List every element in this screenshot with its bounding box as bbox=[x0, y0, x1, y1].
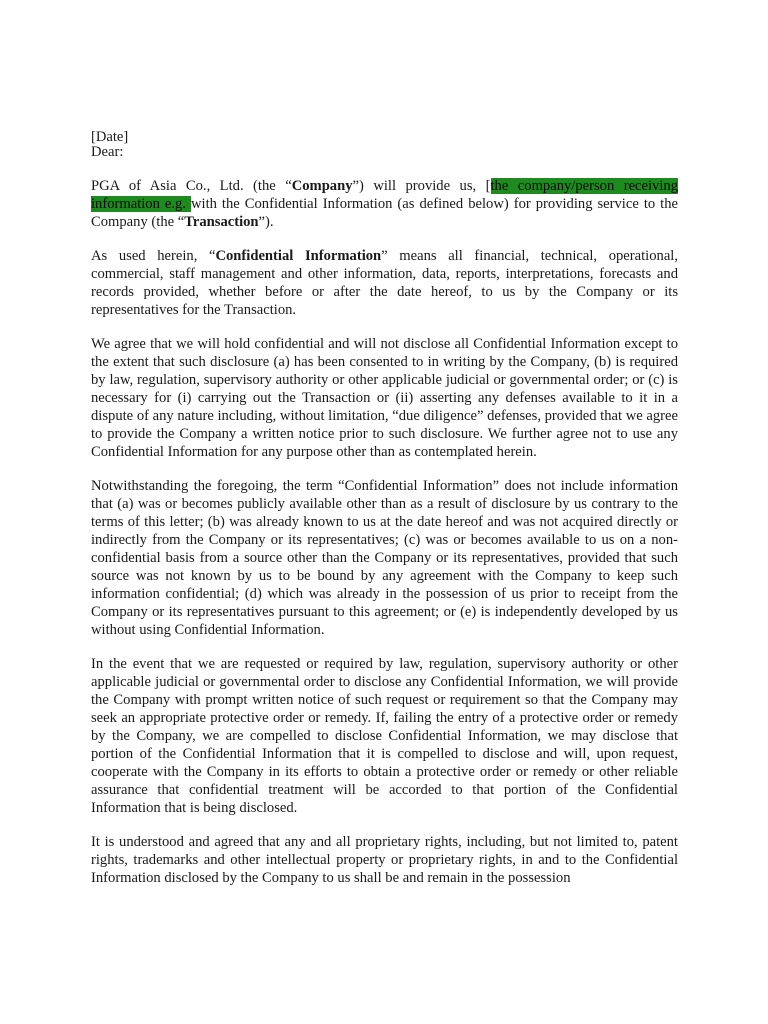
p1-text-2: ”) will provide us, [ bbox=[352, 178, 491, 194]
paragraph-parties bbox=[91, 177, 678, 231]
p1-text-1: PGA of Asia Co., Ltd. (the “ bbox=[91, 178, 292, 194]
p1-text-3: with the Confidential Information (as defined below) for providing service to the Company (the “ bbox=[91, 196, 678, 230]
p2-text-1: As used herein, “ bbox=[91, 248, 216, 264]
paragraph-nondisclosure: We agree that we will hold confidential and will not disclose all Confidential Information except to the extent that such disclosure (a) has been consented to in writing by the Company, (b) is required by law, regulation, supervisory authority or other applicable judicial or governmental order; or (c) is necessary for (i) carrying out the Transaction or (ii) asserting any defenses available to it in a dispute of any nature including, without limitation, “due diligence” defenses, provided that we agree to provide the Company a written notice prior to such disclosure. We further agree not to use any Confidential Information for any purpose other than as contemplated herein. bbox=[91, 336, 678, 460]
paragraph-definition bbox=[91, 247, 678, 319]
letter-page: [Date] Dear: PGA of Asia Co., Ltd. (the “Company”) will provide us, [the company/person receiving information e.g. with the Confidential Information (as defined below) for providing service to the Company (the “Transaction”). As used herein, “Confidential Information” means all financial, technical, operational, commercial, staff management and other information, data, reports, interpretations, forecasts and records provided, whether before or after the date hereof, to us by the Company or its representatives for the Transaction. We agree that we will hold confidential and will not disclose all Confidential Information except to the extent that such disclosure (a) has been consented to in writing by the Company, (b) is required by law, regulation, supervisory authority or other applicable judicial or governmental order; or (c) is necessary for (i) carrying out the Transaction or (ii) asserting any defenses available to it in a dispute of any nature including, without limitation, “due diligence” defenses, provided that we agree to provide the Company a written notice prior to such disclosure. We further agree not to use any Confidential Information for any purpose other than as contemplated herein. Notwithstanding the foregoing, the term “Confidential Information” does not include information that (a) was or becomes publicly available other than as a result of disclosure by us contrary to the terms of this letter; (b) was already known to us at the date hereof and was not acquired directly or indirectly from the Company or its representatives; (c) was or becomes available to us on a non-confidential basis from a source other than the Company or its representatives, provided that such source was not known by us to be bound by any agreement with the Company to keep such information confidential; (d) which was already in the possession of us prior to receipt from the Company or its representatives pursuant to this agreement; or (e) is independently developed by us without using Confidential Information. In the event that we are requested or required by law, regulation, supervisory authority or other applicable judicial or governmental order to disclose any Confidential Information, we will provide the Company with prompt written notice of such request or requirement so that the Company may seek an appropriate protective order or remedy. If, failing the entry of a protective order or remedy by the Company, we are compelled to disclose Confidential Information, we may disclose that portion of the Confidential Information that it is compelled to disclose and will, upon request, cooperate with the Company in its efforts to obtain a protective order or remedy or other reliable assurance that confidential treatment will be accorded to that portion of the Confidential Information that is being disclosed. It is understood and agreed that any and all proprietary rights, including, but not limited to, patent rights, trademarks and other intellectual property or proprietary rights, in and to the Confidential Information disclosed by the Company to us shall be and remain in the possession bbox=[91, 129, 679, 886]
paragraph-proprietary-rights: It is understood and agreed that any and all proprietary rights, including, but not limited to, patent rights, trademarks and other intellectual property or proprietary rights, in and to the Confidential Information disclosed by the Company to us shall be and remain in the possession bbox=[91, 834, 678, 886]
paragraph-exclusions: Notwithstanding the foregoing, the term “Confidential Information” does not include information that (a) was or becomes publicly available other than as a result of disclosure by us contrary to the terms of this letter; (b) was already known to us at the date hereof and was not acquired directly or indirectly from the Company or its representatives; (c) was or becomes available to us on a non-confidential basis from a source other than the Company or its representatives, provided that such source was not known by us to be bound by any agreement with the Company to keep such information confidential; (d) which was already in the possession of us prior to receipt from the Company or its representatives pursuant to this agreement; or (e) is independently developed by us without using Confidential Information. bbox=[91, 478, 678, 638]
letter-salutation: Dear: bbox=[91, 144, 124, 160]
paragraph-compelled-disclosure: In the event that we are requested or required by law, regulation, supervisory authority or other applicable judicial or governmental order to disclose any Confidential Information, we will provide the Company with prompt written notice of such request or requirement so that the Company may seek an appropriate protective order or remedy. If, failing the entry of a protective order or remedy by the Company, we are compelled to disclose Confidential Information, we may disclose that portion of the Confidential Information that it is compelled to disclose and will, upon request, cooperate with the Company in its efforts to obtain a protective order or remedy or other reliable assurance that confidential treatment will be accorded to that portion of the Confidential Information that is being disclosed. bbox=[91, 656, 678, 816]
confidential-information-term: Confidential Information bbox=[215, 248, 382, 264]
p1-text-4: ”). bbox=[258, 214, 274, 230]
transaction-term: Transaction bbox=[184, 214, 259, 230]
p2-text-2: ” means all financial, technical, operational, commercial, staff management and other information, data, reports, interpretations, forecasts and records provided, whether before or after the date hereof, to us by the Company or its representatives for the Transaction. bbox=[91, 248, 678, 318]
placeholder-highlight: the company/person receiving information e.g. bbox=[91, 178, 679, 212]
company-term: Company bbox=[291, 178, 353, 194]
